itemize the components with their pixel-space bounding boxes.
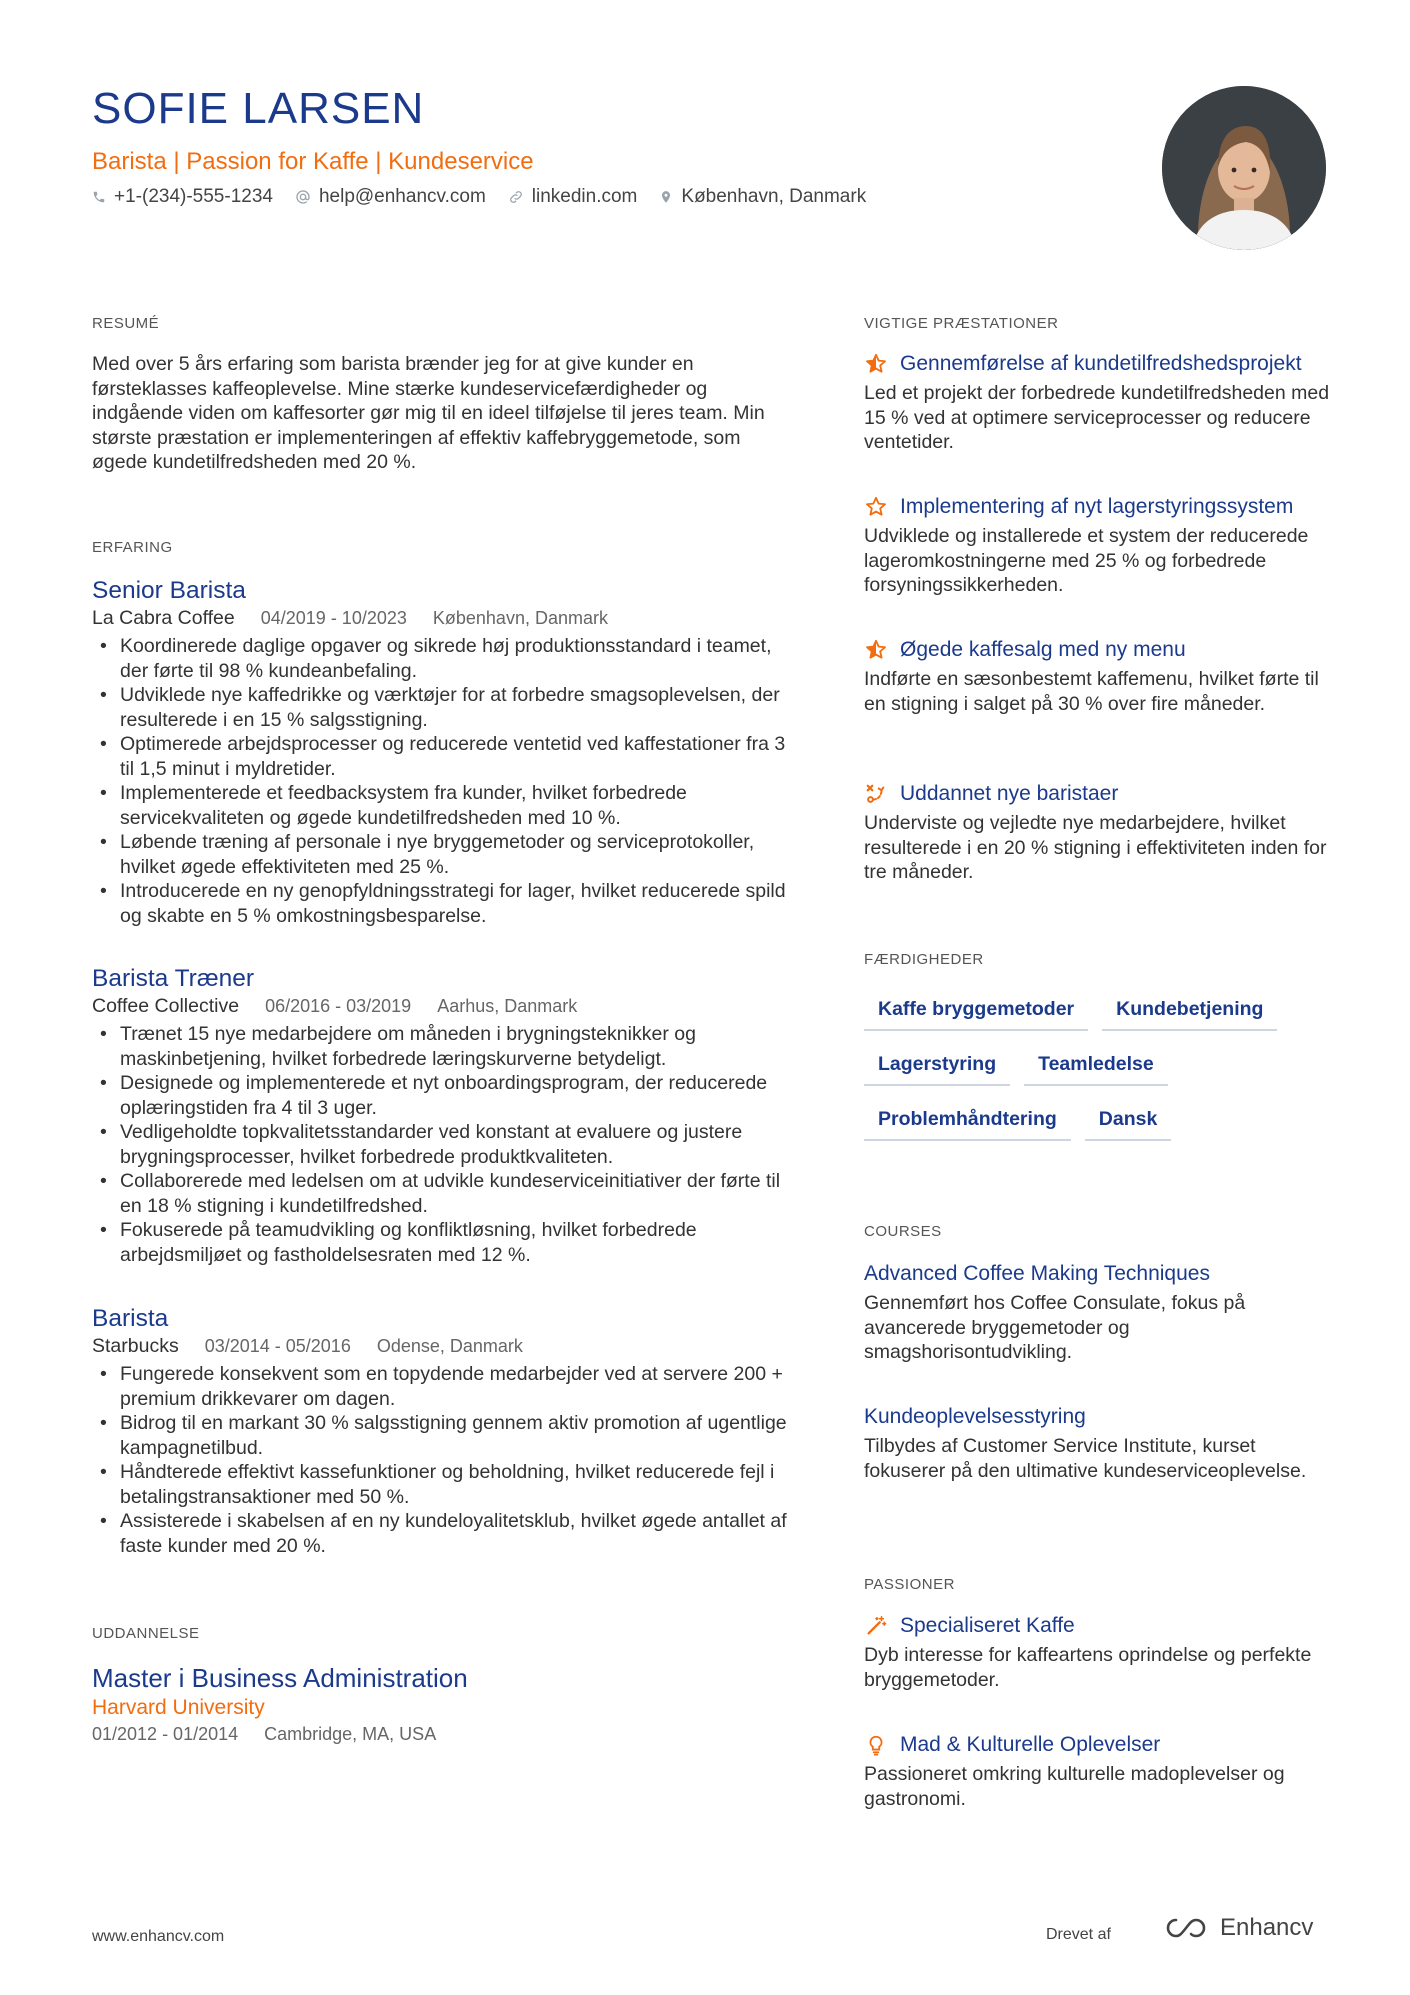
job-company: Starbucks	[92, 1335, 179, 1357]
job-location: København, Danmark	[432, 608, 608, 628]
email-text: help@enhancv.com	[318, 186, 486, 207]
section-title-skills: FÆRDIGHEDER	[864, 951, 984, 968]
achievement-item	[864, 350, 1334, 455]
job-location: Odense, Danmark	[376, 1336, 523, 1356]
course-item	[864, 1260, 1334, 1365]
passion-desc: Passioneret omkring kulturelle madoplevelser og gastronomi.	[864, 1763, 1285, 1810]
achievement-desc: Udviklede og installerede et system der reducerede lageromkostningerne med 25 % og forbedrede forsyningssikkerheden.	[864, 525, 1309, 596]
job-bullet: • Løbende træning af personale i nye bryggemetoder og serviceprotokoller, hvilket øgede effektiviteten med 25 %.	[92, 830, 792, 879]
phone-icon	[92, 190, 106, 204]
contact-location	[659, 186, 866, 208]
location-text: København, Danmark	[681, 186, 867, 207]
achievement-title: Gennemførelse af kundetilfredshedsprojekt	[900, 352, 1302, 375]
job-bullet: • Koordinerede daglige opgaver og sikrede høj produktionsstandard i teamet, der førte til 98 % kundeanbefaling.	[92, 634, 792, 683]
star-half-icon	[864, 638, 888, 662]
contact-phone[interactable]	[92, 186, 273, 208]
education-degree: Master i Business Administration	[92, 1663, 468, 1693]
job-title: Barista	[92, 1305, 169, 1332]
job-meta	[92, 994, 792, 1018]
skill-tag: Lagerstyring	[864, 1053, 1010, 1086]
job-bullet: • Designede og implementerede et nyt onboardingsprogram, der reducerede oplæringstiden fra 4 til 3 uger.	[92, 1071, 792, 1120]
skill-tag: Teamledelse	[1024, 1053, 1168, 1086]
star-half-icon	[864, 352, 888, 376]
enhancv-logo[interactable]	[1164, 1914, 1313, 1942]
summary-text: Med over 5 års erfaring som barista brænder jeg for at give kunder en førsteklasses kaffeoplevelse. Mine stærke kundeservicefærdigheder og indgående viden om kaffesorter gør mig til en ideel tilføjelse til jeres team. Min største præstation er implementeringen af effektiv kaffebryggemetode, som øgede kundetilfredsheden med 20 %.	[92, 353, 765, 473]
achievement-item	[864, 780, 1334, 885]
contact-bar	[92, 186, 888, 208]
education-dates: 01/2012 - 01/2014	[92, 1724, 239, 1744]
course-title: Advanced Coffee Making Techniques	[864, 1262, 1210, 1285]
job-bullet: • Implementerede et feedbacksystem fra kunder, hvilket forbedrede servicekvaliteten og øgede kundetilfredsheden med 10 %.	[92, 781, 792, 830]
job-dates: 03/2014 - 05/2016	[204, 1336, 351, 1356]
job-bullets	[92, 1362, 792, 1558]
footer-url[interactable]: www.enhancv.com	[92, 1928, 225, 1945]
linkedin-text: linkedin.com	[531, 186, 638, 207]
candidate-tagline: Barista | Passion for Kaffe | Kundeservice	[92, 148, 534, 175]
achievement-desc: Led et projekt der forbedrede kundetilfredsheden med 15 % ved at optimere serviceprocesser og reducere ventetider.	[864, 382, 1330, 453]
at-icon	[295, 189, 311, 205]
job-company: Coffee Collective	[92, 995, 240, 1017]
passion-item	[864, 1612, 1334, 1692]
section-title-courses: COURSES	[864, 1223, 942, 1240]
course-desc: Gennemført hos Coffee Consulate, fokus på avancerede bryggemetoder og smagshorisontudvikling.	[864, 1292, 1246, 1363]
candidate-name: SOFIE LARSEN	[92, 84, 425, 133]
contact-email[interactable]	[295, 186, 486, 208]
job-bullet: • Fungerede konsekvent som en topydende medarbejder ved at servere 200 + premium drikkevarer om dagen.	[92, 1362, 792, 1411]
job-bullet: • Udviklede nye kaffedrikke og værktøjer for at forbedre smagsoplevelsen, der resulterede i en 15 % salgsstigning.	[92, 683, 792, 732]
footer-powered-by: Drevet af	[1046, 1926, 1111, 1943]
skill-tag: Problemhåndtering	[864, 1108, 1071, 1141]
job-bullets	[92, 1022, 792, 1267]
job-title: Senior Barista	[92, 577, 246, 604]
strategy-icon	[864, 782, 888, 806]
job-bullet: • Introducerede en ny genopfyldningsstrategi for lager, hvilket reducerede spild og skabte en 5 % omkostningsbesparelse.	[92, 879, 792, 928]
job-bullet: • Fokuserede på teamudvikling og konfliktløsning, hvilket forbedrede arbejdsmiljøet og fastholdelsesraten med 12 %.	[92, 1218, 792, 1267]
lightbulb-icon	[864, 1733, 888, 1757]
section-title-achievements: VIGTIGE PRÆSTATIONER	[864, 315, 1059, 332]
section-title-resume: RESUMÉ	[92, 315, 160, 332]
achievement-desc: Underviste og vejledte nye medarbejdere, hvilket resulterede i en 20 % stigning i effektiviteten inden for tre måneder.	[864, 812, 1327, 883]
magic-wand-icon	[864, 1614, 888, 1638]
job-bullet: • Vedligeholdte topkvalitetsstandarder ved konstant at evaluere og justere brygningsprocesser, hvilket forbedrede produktkvaliteten.	[92, 1120, 792, 1169]
passion-item	[864, 1731, 1334, 1811]
star-outline-icon	[864, 495, 888, 519]
passion-desc: Dyb interesse for kaffeartens oprindelse og perfekte bryggemetoder.	[864, 1644, 1312, 1691]
job-bullet: • Håndterede effektivt kassefunktioner og beholdning, hvilket reducerede fejl i betalingstransaktioner med 50 %.	[92, 1460, 792, 1509]
job-entry	[92, 964, 792, 1267]
section-title-experience: ERFARING	[92, 539, 173, 556]
job-bullets	[92, 634, 792, 928]
enhancv-logo-icon	[1164, 1916, 1210, 1940]
skill-tag: Kundebetjening	[1102, 998, 1277, 1031]
course-title: Kundeoplevelsesstyring	[864, 1405, 1086, 1428]
job-dates: 04/2019 - 10/2023	[260, 608, 407, 628]
achievement-title: Implementering af nyt lagerstyringssystem	[900, 495, 1294, 518]
passion-title: Mad & Kulturelle Oplevelser	[900, 1733, 1161, 1756]
job-bullet: • Bidrog til en markant 30 % salgsstigning gennem aktiv promotion af ugentlige kampagnetilbud.	[92, 1411, 792, 1460]
skill-tag: Kaffe bryggemetoder	[864, 998, 1088, 1031]
link-icon	[508, 189, 524, 205]
education-meta	[92, 1722, 792, 1746]
achievement-desc: Indførte en sæsonbestemt kaffemenu, hvilket førte til en stigning i salget på 30 % over fire måneder.	[864, 668, 1319, 715]
education-entry	[92, 1662, 792, 1746]
achievement-item	[864, 636, 1334, 716]
achievement-title: Øgede kaffesalg med ny menu	[900, 638, 1186, 661]
job-location: Aarhus, Danmark	[437, 996, 578, 1016]
passion-title: Specialiseret Kaffe	[900, 1614, 1075, 1637]
course-item	[864, 1403, 1334, 1483]
course-desc: Tilbydes af Customer Service Institute, kurset fokuserer på den ultimative kundeserviceoplevelse.	[864, 1435, 1307, 1482]
achievement-item	[864, 493, 1334, 598]
contact-linkedin[interactable]	[508, 186, 638, 208]
education-school: Harvard University	[92, 1696, 265, 1719]
job-bullet: • Collaborerede med ledelsen om at udvikle kundeserviceinitiativer der førte til en 18 % stigning i kundetilfredshed.	[92, 1169, 792, 1218]
job-company: La Cabra Coffee	[92, 607, 235, 629]
job-meta	[92, 1334, 792, 1358]
job-entry	[92, 1304, 792, 1558]
location-pin-icon	[659, 189, 673, 205]
job-entry	[92, 576, 792, 928]
job-title: Barista Træner	[92, 965, 255, 992]
achievement-title: Uddannet nye baristaer	[900, 782, 1119, 805]
avatar-portrait	[1162, 86, 1326, 250]
skills-list	[864, 998, 1334, 1163]
education-location: Cambridge, MA, USA	[264, 1724, 437, 1744]
skill-tag: Dansk	[1085, 1108, 1172, 1141]
section-title-passions: PASSIONER	[864, 1576, 955, 1593]
phone-text: +1-(234)-555-1234	[114, 186, 273, 207]
job-meta	[92, 606, 792, 630]
profile-photo	[1162, 86, 1326, 250]
job-bullet: • Optimerede arbejdsprocesser og reducerede ventetid ved kaffestationer fra 3 til 1,5 minut i myldretider.	[92, 732, 792, 781]
section-title-education: UDDANNELSE	[92, 1625, 200, 1642]
job-bullet: • Trænet 15 nye medarbejdere om måneden i brygningsteknikker og maskinbetjening, hvilket forbedrede læringskurverne betydeligt.	[92, 1022, 792, 1071]
enhancv-logo-text: Enhancv	[1220, 1914, 1314, 1941]
job-dates: 06/2016 - 03/2019	[265, 996, 412, 1016]
job-bullet: • Assisterede i skabelsen af en ny kundeloyalitetsklub, hvilket øgede antallet af faste kunder med 20 %.	[92, 1509, 792, 1558]
